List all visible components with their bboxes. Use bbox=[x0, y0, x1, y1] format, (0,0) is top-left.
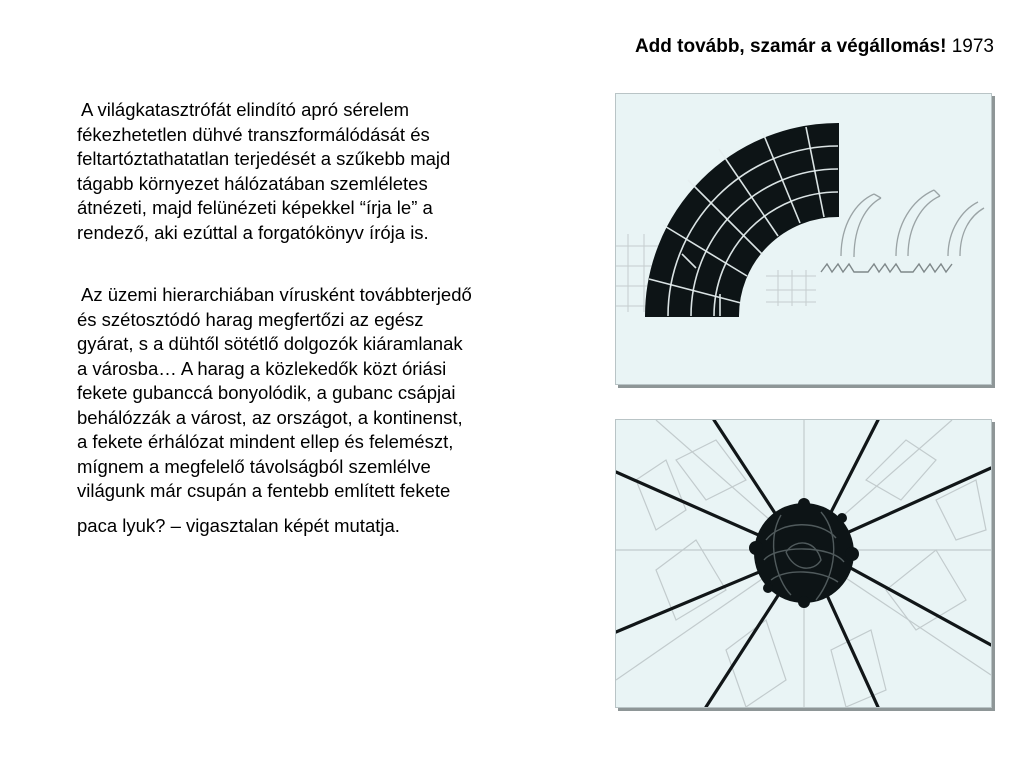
paragraph-line: világunk már csupán a fentebb említett fekete bbox=[77, 480, 451, 501]
film-still-arc bbox=[615, 93, 992, 385]
paragraph-line: behálózzák a várost, az országot, a kontinenst, bbox=[77, 406, 463, 428]
slide-title bbox=[635, 36, 994, 58]
paragraph-line: és szétosztódó harag megfertőzi az egész bbox=[77, 308, 424, 330]
film-year: 1973 bbox=[951, 36, 994, 57]
paragraph-line: fékezhetetlen dühvé transzformálódását és bbox=[77, 123, 430, 145]
paragraph-line: mígnem a megfelelő távolságból szemlélve bbox=[77, 455, 431, 477]
paragraph-line: Az üzemi hierarchiában vírusként továbbterjedő bbox=[81, 284, 472, 305]
paragraph-line: rendező, aki ezúttal a forgatókönyv írója is. bbox=[77, 221, 429, 243]
arc-network-illustration bbox=[616, 94, 991, 384]
paragraph-line: átnézeti, majd felünézeti képekkel “írja le” a bbox=[77, 197, 433, 218]
paragraph-line: a fekete érhálózat mindent ellep és felemészt, bbox=[77, 431, 454, 452]
paragraph-line: gyárat, s a dühtől sötétlő dolgozók kiáramlanak bbox=[77, 333, 463, 354]
paragraph-line: a városba… A harag a közlekedők közt óriási bbox=[77, 357, 447, 379]
paragraph-summary bbox=[77, 98, 567, 245]
paragraph-line: fekete gubanccá bonyolódik, a gubanc csápjai bbox=[77, 382, 456, 403]
paragraph-line: paca lyuk? – vigasztalan képét mutatja. bbox=[77, 514, 400, 536]
paragraph-line: tágabb környezet hálózatában szemléletes bbox=[77, 172, 428, 194]
film-still-tangle bbox=[615, 419, 992, 708]
paragraph-plot bbox=[77, 283, 567, 538]
paragraph-line: feltartóztathatatlan terjedését a szűkebb majd bbox=[77, 148, 451, 169]
paragraph-line: A világkatasztrófát elindító apró sérelem bbox=[81, 99, 410, 120]
film-title: Add tovább, szamár a végállomás! bbox=[634, 36, 947, 57]
tangle-illustration bbox=[616, 420, 991, 707]
